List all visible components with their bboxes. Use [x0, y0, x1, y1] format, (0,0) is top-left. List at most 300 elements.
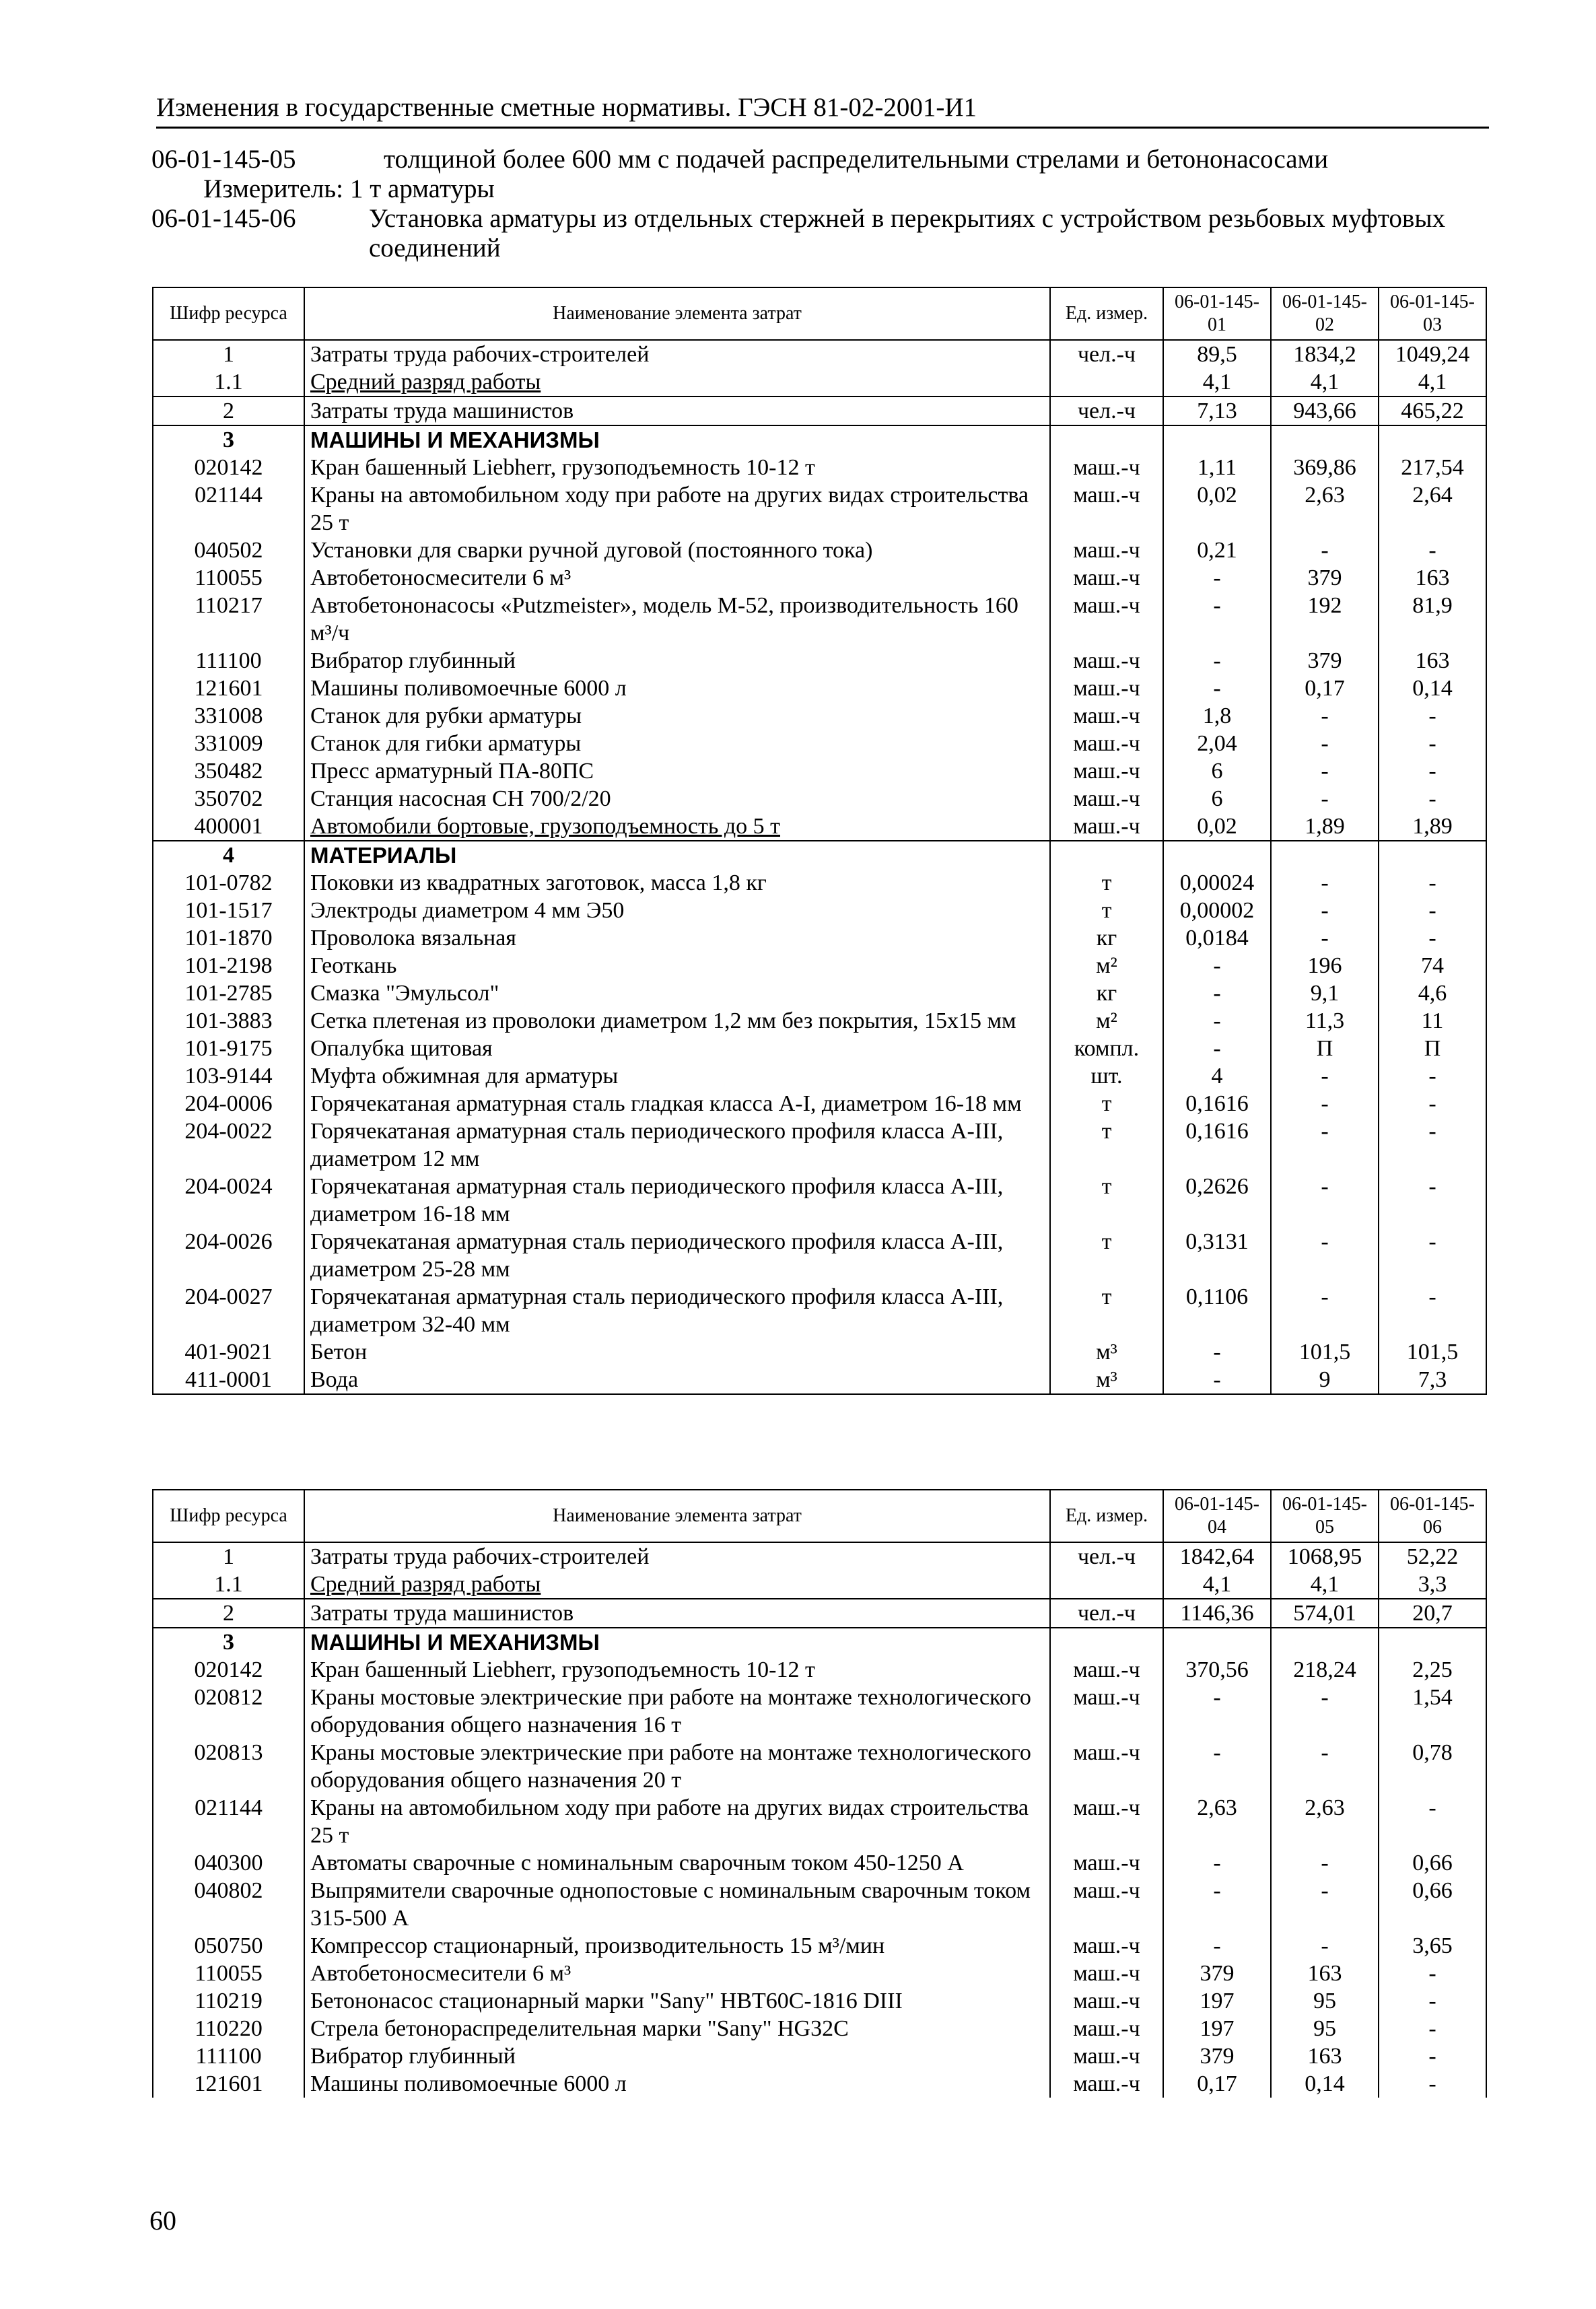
cell-code: 204-0024	[153, 1173, 304, 1228]
cell-unit: маш.-ч	[1050, 1684, 1163, 1739]
cell-value-3: -	[1379, 1960, 1486, 1987]
cell-value-2: 2,63	[1271, 481, 1379, 537]
cell-unit: м³	[1050, 1366, 1163, 1394]
cell-name	[304, 340, 1050, 368]
cell-value-3: -	[1379, 1090, 1486, 1117]
header-norm-6: 06-01-145-06	[1379, 1490, 1486, 1542]
cell-code: 2	[153, 1599, 304, 1628]
cell-name-text: Краны мостовые электрические при работе на монтаже технологического оборудования общего назначения 20 т	[310, 1740, 1031, 1793]
cell-value-3: 1,54	[1379, 1684, 1486, 1739]
cell-name	[304, 2042, 1050, 2070]
table-row	[153, 425, 1486, 454]
cell-value-3: 52,22	[1379, 1542, 1486, 1571]
cell-value-3: 7,3	[1379, 1366, 1486, 1394]
cell-value-3: 2,25	[1379, 1656, 1486, 1684]
table-body	[153, 340, 1486, 1394]
table-row	[153, 1571, 1486, 1599]
cell-code: 040300	[153, 1849, 304, 1877]
cell-value-1: -	[1163, 1007, 1271, 1035]
cell-name	[304, 1739, 1050, 1794]
cell-name	[304, 1173, 1050, 1228]
table-row	[153, 397, 1486, 425]
table-row	[153, 2042, 1486, 2070]
resource-table-1	[152, 287, 1487, 1395]
table-row	[153, 1960, 1486, 1987]
cell-value-2: 11,3	[1271, 1007, 1379, 1035]
cell-name-text: Выпрямители сварочные однопостовые с номинальным сварочным током 315-500 А	[310, 1878, 1031, 1931]
cell-value-2: П	[1271, 1035, 1379, 1062]
cell-value-3: 1049,24	[1379, 340, 1486, 368]
cell-value-2: -	[1271, 1932, 1379, 1960]
cell-value-1: 1146,36	[1163, 1599, 1271, 1628]
cell-name-text: МАТЕРИАЛЫ	[310, 843, 457, 868]
cell-value-3: -	[1379, 897, 1486, 924]
cell-name-text: Поковки из квадратных заготовок, масса 1,8 кг	[310, 870, 767, 895]
cell-name	[304, 425, 1050, 454]
table-row	[153, 924, 1486, 952]
table-row	[153, 757, 1486, 785]
cell-name	[304, 647, 1050, 675]
cell-name-text: Компрессор стационарный, производительность 15 м³/мин	[310, 1933, 885, 1958]
cell-name-text: Вода	[310, 1367, 359, 1392]
cell-unit: маш.-ч	[1050, 454, 1163, 481]
cell-unit	[1050, 425, 1163, 454]
table-row	[153, 979, 1486, 1007]
table-row	[153, 1739, 1486, 1794]
cell-name-text: Горячекатаная арматурная сталь периодического профиля класса A-III, диаметром 16-18 мм	[310, 1174, 1004, 1227]
table-row	[153, 1987, 1486, 2015]
cell-code: 101-1870	[153, 924, 304, 952]
cell-value-1: 0,1616	[1163, 1117, 1271, 1173]
cell-value-1: 4,1	[1163, 1571, 1271, 1599]
cell-value-2: -	[1271, 1090, 1379, 1117]
cell-code: 331008	[153, 702, 304, 730]
cell-unit	[1050, 368, 1163, 397]
cell-code: 101-1517	[153, 897, 304, 924]
cell-name	[304, 924, 1050, 952]
cell-value-2: -	[1271, 730, 1379, 757]
cell-code: 040502	[153, 537, 304, 564]
cell-value-1: 0,02	[1163, 481, 1271, 537]
cell-unit: маш.-ч	[1050, 730, 1163, 757]
cell-value-2: -	[1271, 1849, 1379, 1877]
cell-unit: маш.-ч	[1050, 1656, 1163, 1684]
cell-name-text: МАШИНЫ И МЕХАНИЗМЫ	[310, 427, 600, 452]
cell-name	[304, 564, 1050, 592]
cell-name-text: Краны мостовые электрические при работе на монтаже технологического оборудования общего назначения 16 т	[310, 1685, 1031, 1737]
cell-value-3: -	[1379, 1794, 1486, 1849]
table-row	[153, 1599, 1486, 1628]
cell-value-2: 4,1	[1271, 1571, 1379, 1599]
cell-value-1: -	[1163, 647, 1271, 675]
cell-unit: маш.-ч	[1050, 785, 1163, 813]
cell-unit: т	[1050, 897, 1163, 924]
cell-value-3: -	[1379, 785, 1486, 813]
cell-unit: чел.-ч	[1050, 1542, 1163, 1571]
cell-name	[304, 757, 1050, 785]
cell-name-text: Автомобили бортовые, грузоподъемность до 5 т	[310, 814, 781, 839]
cell-name-text: Электроды диаметром 4 мм Э50	[310, 898, 625, 923]
cell-value-1: 197	[1163, 1987, 1271, 2015]
table-row	[153, 785, 1486, 813]
cell-code: 1.1	[153, 1571, 304, 1599]
page-number: 60	[149, 2205, 176, 2236]
cell-name	[304, 979, 1050, 1007]
cell-name-text: Вибратор глубинный	[310, 648, 516, 673]
cell-code: 400001	[153, 813, 304, 841]
cell-value-1: -	[1163, 1932, 1271, 1960]
table-body	[153, 1542, 1486, 2098]
cell-name	[304, 730, 1050, 757]
cell-name	[304, 1007, 1050, 1035]
cell-value-2: -	[1271, 1228, 1379, 1283]
cell-value-3: 2,64	[1379, 481, 1486, 537]
cell-code: 101-3883	[153, 1007, 304, 1035]
cell-value-3: 81,9	[1379, 592, 1486, 647]
cell-name-text: Станок для гибки арматуры	[310, 731, 582, 756]
cell-unit: чел.-ч	[1050, 340, 1163, 368]
cell-value-2: -	[1271, 1062, 1379, 1090]
cell-value-1: -	[1163, 675, 1271, 702]
cell-value-1: 0,00024	[1163, 869, 1271, 897]
cell-value-2: 379	[1271, 564, 1379, 592]
cell-value-3: -	[1379, 1283, 1486, 1338]
cell-name-text: Смазка "Эмульсол"	[310, 981, 499, 1006]
cell-value-2: 163	[1271, 1960, 1379, 1987]
table-row	[153, 537, 1486, 564]
cell-unit: маш.-ч	[1050, 1932, 1163, 1960]
cell-value-3: 3,65	[1379, 1932, 1486, 1960]
cell-value-1	[1163, 1628, 1271, 1656]
cell-name	[304, 1228, 1050, 1283]
cell-value-3: 20,7	[1379, 1599, 1486, 1628]
cell-value-2: 1068,95	[1271, 1542, 1379, 1571]
table-row	[153, 730, 1486, 757]
table-header-row	[153, 1490, 1486, 1542]
cell-value-2: -	[1271, 897, 1379, 924]
intro-code: 06-01-145-05	[151, 145, 296, 174]
intro-text: толщиной более 600 мм с подачей распределительными стрелами и бетононасосами	[384, 145, 1329, 174]
cell-value-1: -	[1163, 1035, 1271, 1062]
cell-value-2: -	[1271, 1283, 1379, 1338]
cell-value-2: 379	[1271, 647, 1379, 675]
cell-unit: маш.-ч	[1050, 1987, 1163, 2015]
cell-value-2: 1834,2	[1271, 340, 1379, 368]
cell-name-text: Затраты труда рабочих-строителей	[310, 1544, 650, 1569]
cell-value-1: -	[1163, 1366, 1271, 1394]
cell-name-text: Стрела бетонораспределительная марки "Sany" HG32C	[310, 2016, 849, 2041]
cell-value-2: -	[1271, 702, 1379, 730]
cell-value-2: 101,5	[1271, 1338, 1379, 1366]
resource-table-2	[152, 1489, 1487, 2098]
cell-value-2: -	[1271, 1877, 1379, 1932]
intro-row	[151, 145, 1498, 174]
cell-name-text: Автобетоносмесители 6 м³	[310, 565, 571, 590]
table-row	[153, 1684, 1486, 1739]
cell-name	[304, 1987, 1050, 2015]
cell-name-text: Станция насосная СН 700/2/20	[310, 786, 611, 811]
cell-code: 204-0022	[153, 1117, 304, 1173]
cell-unit: маш.-ч	[1050, 757, 1163, 785]
cell-name	[304, 1960, 1050, 1987]
cell-value-1: 379	[1163, 2042, 1271, 2070]
table-row	[153, 647, 1486, 675]
intro-block	[151, 145, 1498, 263]
cell-name	[304, 1932, 1050, 1960]
cell-code: 101-2198	[153, 952, 304, 979]
cell-code: 020142	[153, 1656, 304, 1684]
cell-value-2: -	[1271, 1173, 1379, 1228]
cell-name	[304, 897, 1050, 924]
cell-unit: маш.-ч	[1050, 1794, 1163, 1849]
cell-code: 110055	[153, 1960, 304, 1987]
cell-name-text: Геоткань	[310, 953, 397, 978]
cell-code: 110220	[153, 2015, 304, 2042]
cell-value-2: 95	[1271, 1987, 1379, 2015]
cell-value-3: -	[1379, 924, 1486, 952]
cell-name-text: Бетон	[310, 1340, 368, 1365]
cell-value-3: 163	[1379, 647, 1486, 675]
cell-value-2: -	[1271, 785, 1379, 813]
table-row	[153, 340, 1486, 368]
cell-value-2: -	[1271, 537, 1379, 564]
table-row	[153, 1090, 1486, 1117]
cell-code: 020812	[153, 1684, 304, 1739]
cell-name-text: Кран башенный Liebherr, грузоподъемность 10-12 т	[310, 455, 815, 480]
cell-unit	[1050, 841, 1163, 869]
cell-value-1: 89,5	[1163, 340, 1271, 368]
cell-name	[304, 397, 1050, 425]
table-row	[153, 2015, 1486, 2042]
cell-value-3: 0,78	[1379, 1739, 1486, 1794]
header-name: Наименование элемента затрат	[304, 1490, 1050, 1542]
table-row	[153, 1338, 1486, 1366]
cell-name	[304, 1877, 1050, 1932]
cell-code: 101-9175	[153, 1035, 304, 1062]
cell-code: 411-0001	[153, 1366, 304, 1394]
intro-text: 1 т арматуры	[350, 174, 495, 203]
cell-name-text: Проволока вязальная	[310, 926, 516, 951]
cell-name-text: Средний разряд работы	[310, 1572, 541, 1597]
table-row	[153, 564, 1486, 592]
cell-name	[304, 675, 1050, 702]
cell-value-2	[1271, 1628, 1379, 1656]
cell-value-2: 369,86	[1271, 454, 1379, 481]
cell-code: 101-0782	[153, 869, 304, 897]
cell-name-text: Пресс арматурный ПА-80ПС	[310, 759, 594, 784]
cell-code: 2	[153, 397, 304, 425]
cell-value-1: 2,04	[1163, 730, 1271, 757]
cell-name	[304, 1035, 1050, 1062]
table-row	[153, 1877, 1486, 1932]
cell-name	[304, 1338, 1050, 1366]
cell-name	[304, 1599, 1050, 1628]
cell-unit: маш.-ч	[1050, 2070, 1163, 2098]
cell-unit: маш.-ч	[1050, 702, 1163, 730]
cell-unit: маш.-ч	[1050, 537, 1163, 564]
cell-name-text: Автобетононасосы «Putzmeister», модель М-52, производительность 160 м³/ч	[310, 593, 1018, 646]
cell-unit: маш.-ч	[1050, 592, 1163, 647]
cell-name-text: Опалубка щитовая	[310, 1036, 493, 1061]
cell-value-2	[1271, 841, 1379, 869]
cell-unit: компл.	[1050, 1035, 1163, 1062]
table-row	[153, 592, 1486, 647]
cell-name	[304, 1684, 1050, 1739]
cell-value-1: 4	[1163, 1062, 1271, 1090]
header-norm-3: 06-01-145-03	[1379, 287, 1486, 340]
header-unit: Ед. измер.	[1050, 1490, 1163, 1542]
cell-value-2: 4,1	[1271, 368, 1379, 397]
cell-value-1	[1163, 841, 1271, 869]
table-row	[153, 1062, 1486, 1090]
cell-name-text: Горячекатаная арматурная сталь гладкая класса A-I, диаметром 16-18 мм	[310, 1091, 1022, 1116]
cell-code: 3	[153, 1628, 304, 1656]
cell-value-3: П	[1379, 1035, 1486, 1062]
cell-value-3: 217,54	[1379, 454, 1486, 481]
cell-value-1: 370,56	[1163, 1656, 1271, 1684]
cell-value-1: 0,1106	[1163, 1283, 1271, 1338]
page-header	[156, 92, 1489, 129]
cell-value-2: 574,01	[1271, 1599, 1379, 1628]
cell-name	[304, 702, 1050, 730]
cell-unit: маш.-ч	[1050, 675, 1163, 702]
cell-name-text: Автобетоносмесители 6 м³	[310, 1961, 571, 1986]
cell-name	[304, 454, 1050, 481]
cell-value-1: -	[1163, 1739, 1271, 1794]
cell-unit: маш.-ч	[1050, 564, 1163, 592]
cell-value-2: 943,66	[1271, 397, 1379, 425]
cell-name	[304, 481, 1050, 537]
cell-name	[304, 841, 1050, 869]
cell-value-2: -	[1271, 757, 1379, 785]
cell-value-2: -	[1271, 924, 1379, 952]
cell-unit: т	[1050, 869, 1163, 897]
cell-unit: т	[1050, 1283, 1163, 1338]
table-row	[153, 952, 1486, 979]
cell-name-text: Горячекатаная арматурная сталь периодического профиля класса A-III, диаметром 32-40 мм	[310, 1284, 1004, 1337]
table-row	[153, 454, 1486, 481]
cell-value-3	[1379, 425, 1486, 454]
cell-name-text: Затраты труда машинистов	[310, 399, 574, 423]
cell-value-1: -	[1163, 1849, 1271, 1877]
cell-unit: кг	[1050, 979, 1163, 1007]
cell-value-3: 163	[1379, 564, 1486, 592]
cell-code: 050750	[153, 1932, 304, 1960]
cell-name	[304, 1628, 1050, 1656]
cell-name-text: Кран башенный Liebherr, грузоподъемность 10-12 т	[310, 1657, 815, 1682]
cell-value-1: -	[1163, 979, 1271, 1007]
cell-unit: маш.-ч	[1050, 2015, 1163, 2042]
cell-name-text: Установки для сварки ручной дуговой (постоянного тока)	[310, 538, 873, 563]
cell-value-3: -	[1379, 2070, 1486, 2098]
cell-value-3: -	[1379, 1117, 1486, 1173]
cell-value-3: -	[1379, 757, 1486, 785]
cell-value-3: -	[1379, 730, 1486, 757]
cell-code: 350702	[153, 785, 304, 813]
cell-value-2: 163	[1271, 2042, 1379, 2070]
cell-code: 111100	[153, 647, 304, 675]
cell-code: 021144	[153, 1794, 304, 1849]
cell-value-3: -	[1379, 537, 1486, 564]
table-row	[153, 1849, 1486, 1877]
cell-value-1: 2,63	[1163, 1794, 1271, 1849]
cell-value-3: 101,5	[1379, 1338, 1486, 1366]
cell-name-text: Затраты труда рабочих-строителей	[310, 342, 650, 367]
cell-unit: т	[1050, 1090, 1163, 1117]
cell-code: 331009	[153, 730, 304, 757]
cell-value-1: 1842,64	[1163, 1542, 1271, 1571]
header-norm-5: 06-01-145-05	[1271, 1490, 1379, 1542]
cell-name	[304, 1571, 1050, 1599]
cell-unit: маш.-ч	[1050, 1739, 1163, 1794]
table-row	[153, 1628, 1486, 1656]
cell-unit: чел.-ч	[1050, 1599, 1163, 1628]
cell-unit	[1050, 1628, 1163, 1656]
cell-value-1: 6	[1163, 785, 1271, 813]
cell-name	[304, 1117, 1050, 1173]
table-row	[153, 897, 1486, 924]
cell-unit: чел.-ч	[1050, 397, 1163, 425]
cell-value-2: 0,17	[1271, 675, 1379, 702]
cell-value-1: 0,2626	[1163, 1173, 1271, 1228]
cell-value-3	[1379, 841, 1486, 869]
cell-value-3: 4,6	[1379, 979, 1486, 1007]
cell-value-1: 6	[1163, 757, 1271, 785]
cell-name	[304, 368, 1050, 397]
cell-name-text: Горячекатаная арматурная сталь периодического профиля класса A-III, диаметром 25-28 мм	[310, 1229, 1004, 1282]
cell-code: 401-9021	[153, 1338, 304, 1366]
cell-name-text: Вибратор глубинный	[310, 2044, 516, 2069]
header-norm-4: 06-01-145-04	[1163, 1490, 1271, 1542]
header-norm-1: 06-01-145-01	[1163, 287, 1271, 340]
cell-value-3: -	[1379, 702, 1486, 730]
cell-value-2: 192	[1271, 592, 1379, 647]
cell-value-3: -	[1379, 869, 1486, 897]
cell-code: 020142	[153, 454, 304, 481]
cell-code: 1.1	[153, 368, 304, 397]
cell-value-3: 465,22	[1379, 397, 1486, 425]
table-row	[153, 1007, 1486, 1035]
cell-unit: маш.-ч	[1050, 813, 1163, 841]
header-code: Шифр ресурса	[153, 287, 304, 340]
table-row	[153, 481, 1486, 537]
cell-value-3: 0,14	[1379, 675, 1486, 702]
cell-unit	[1050, 1571, 1163, 1599]
cell-code: 350482	[153, 757, 304, 785]
cell-unit: т	[1050, 1228, 1163, 1283]
cell-unit: м²	[1050, 952, 1163, 979]
cell-name-text: Горячекатаная арматурная сталь периодического профиля класса A-III, диаметром 12 мм	[310, 1119, 1004, 1171]
cell-code: 121601	[153, 675, 304, 702]
table-row	[153, 869, 1486, 897]
cell-value-2	[1271, 425, 1379, 454]
cell-name	[304, 592, 1050, 647]
cell-code: 1	[153, 340, 304, 368]
cell-name	[304, 1062, 1050, 1090]
cell-value-2: 2,63	[1271, 1794, 1379, 1849]
cell-name-text: Станок для рубки арматуры	[310, 703, 582, 728]
table-row	[153, 813, 1486, 841]
table-row	[153, 1035, 1486, 1062]
cell-value-1: 0,02	[1163, 813, 1271, 841]
cell-code: 021144	[153, 481, 304, 537]
cell-value-1: 1,8	[1163, 702, 1271, 730]
cell-value-2: -	[1271, 1117, 1379, 1173]
table-row	[153, 1366, 1486, 1394]
cell-name	[304, 1542, 1050, 1571]
cell-name-text: Автоматы сварочные с номинальным сварочным током 450-1250 А	[310, 1851, 964, 1875]
cell-code: 110219	[153, 1987, 304, 2015]
